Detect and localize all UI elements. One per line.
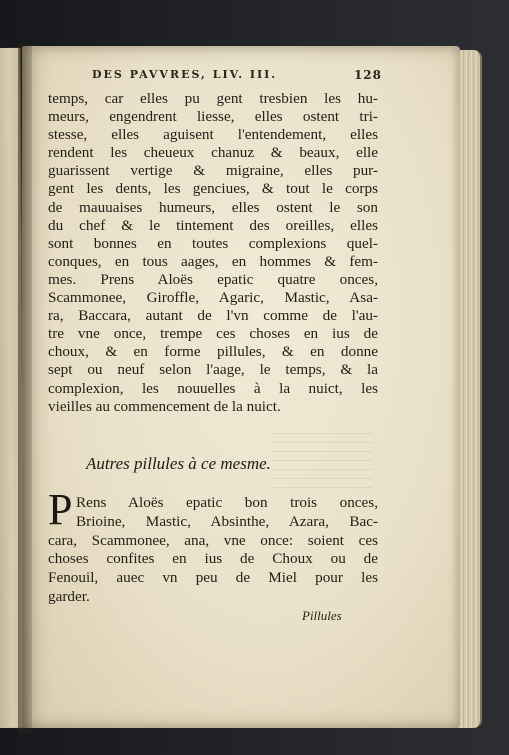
body-text — [48, 90, 378, 416]
text-line: choux, & en forme pillules, & en donne — [48, 343, 378, 361]
text-line: de mauuaises humeurs, elles ostent le son — [48, 198, 378, 216]
text-line: conques, en tous aages, en hommes & fem- — [48, 252, 378, 270]
section-heading: Autres pillules à ce mesme. — [86, 454, 271, 473]
text-line: tre vne once, trempe ces choses en ius de — [48, 325, 378, 343]
text-line: sont bonnes en toutes complexions quel- — [48, 234, 378, 252]
text-line: mes. Prens Aloës epatic quatre onces, — [48, 270, 378, 288]
text-line: complexion, les nouuelles à la nuict, les — [48, 379, 378, 397]
text-line: meurs, engendrent liesse, elles ostent tri- — [48, 108, 378, 126]
text-line: Rens Aloës epatic bon trois onces, — [76, 494, 378, 511]
text-line: temps, car elles pu gent tresbien les hu- — [48, 90, 378, 107]
text-line: Scammonee, Giroffle, Agaric, Mastic, Asa- — [48, 289, 378, 307]
text-line: Brioine, Mastic, Absinthe, Azara, Bac- — [76, 512, 378, 530]
gutter-shadow — [18, 44, 32, 734]
text-line: ra, Baccara, autant de l'vn comme de l'au- — [48, 307, 378, 325]
text-line-last: garder. — [48, 587, 90, 605]
text-line: du chef & le tintement des oreilles, elles — [48, 216, 378, 234]
book-page — [22, 46, 460, 728]
text-line: choses confites en ius de Choux ou de — [48, 550, 378, 568]
catchword: Pillules — [302, 608, 342, 623]
running-head-title: DES PAVVRES, LIV. III. — [92, 68, 278, 81]
text-line: Fenouil, auec vn peu de Miel pour les — [48, 569, 378, 587]
running-head — [92, 68, 382, 82]
text-line: stesse, elles aguisent l'entendement, elles — [48, 126, 378, 144]
page-number: 128 — [353, 68, 382, 82]
text-line: guarissent vertige & migraine, elles pur- — [48, 162, 378, 180]
text-line: sept ou neuf selon l'aage, le temps, & la — [48, 361, 378, 379]
recipe-paragraph — [48, 494, 378, 607]
text-line: rendent les cheueux chanuz & beaux, elle — [48, 144, 378, 162]
drop-cap: P — [48, 485, 73, 534]
text-line: gent les dents, les genciues, & tout le corps — [48, 180, 378, 198]
text-line: cara, Scammonee, ana, vne once: soient ces — [48, 531, 378, 549]
text-line-last: vieilles au commencement de la nuict. — [48, 397, 281, 415]
